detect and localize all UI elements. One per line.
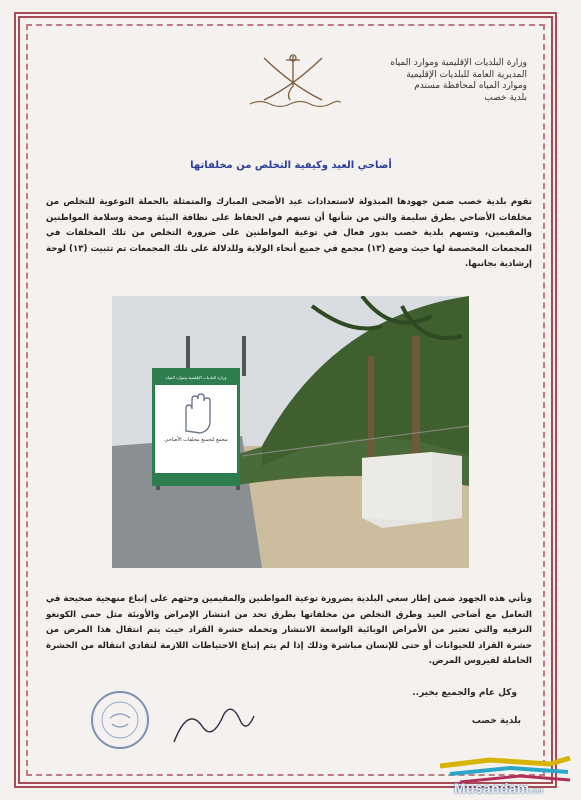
document-title: أضاحي العيد وكيفية التخلص من مخلفاتها (190, 160, 392, 171)
hand-stop-icon (176, 391, 216, 435)
watermark-suffix: .net (529, 788, 544, 795)
header-line-governorate: وموارد المياه لمحافظة مسندم (414, 81, 527, 91)
paragraph-intro: تقوم بلدية خصب ضمن جهودها المبذولة لاستعدادات عيد الأضحى المبارك والمتمثلة بالحملة التوعوية للتخلص من مخلفات الأضاحي بطرق سليمة والتي من شأنها أن تسهم في الحفاظ على نظافة البيئة وصحة وسلامة المواطنين والمقيمين، وتسهم بلدية خصب بدور فعال في توعية المواطنين على ضرورة التخلص من تلك المخلفات في المجمعات المخصصة لها حيث وضع (١٣) مجمع في جميع أنحاء الولاية وللدلالة على تلك المجمعات تم تثبيت (١٣) لوحة إرشادية بجانبها. (46, 197, 532, 269)
sign-header-band: وزارة البلديات الإقليمية وموارد المياه (155, 371, 237, 385)
header-line-ministry: وزارة البلديات الإقليمية وموارد المياه (390, 58, 527, 68)
sign-body-text: مجمع لتجميع مخلفات الأضاحي (164, 437, 228, 443)
sign-footer-band (155, 473, 237, 483)
paragraph-awareness: وتأتي هذه الجهود ضمن إطار سعي البلدية بضرورة توعية المواطنين والمقيمين وحثهم على إتباع منهجية صحيحة في التعامل مع أضاحي العيد وطرق التخلص من مخلفاتها بطرق تحد من انتشار الإمراض والأوبئة مثل حمى الكونغو النزفيه والتي تعتبر من الأمراض الوبائية الواسعة الانتشار وتحمله حشرة القراد حيث يتم انتقال هذا المرض من حشرة القراد للحيوانات أو حتى للإنسان مباشرة وذلك إذا لم يتم إتباع الاحتياطات اللازمة لتفادي انتقاله من الحشرة الحاملة لفيروس المرض. (46, 594, 532, 666)
closing-greeting: وكل عام والجميع بخير.. (412, 688, 517, 698)
official-stamp (88, 688, 152, 752)
handwritten-signature (168, 696, 258, 756)
site-watermark-text (454, 780, 543, 796)
header-line-directorate: المديرية العامة للبلديات الإقليمية (406, 69, 527, 80)
guidance-sign (152, 368, 240, 486)
ministry-header (317, 58, 527, 104)
signature-municipality: بلدية خصب (471, 716, 521, 726)
watermark-name: Musandam (454, 780, 530, 796)
header-line-municipality: بلدية خصب (484, 92, 527, 103)
